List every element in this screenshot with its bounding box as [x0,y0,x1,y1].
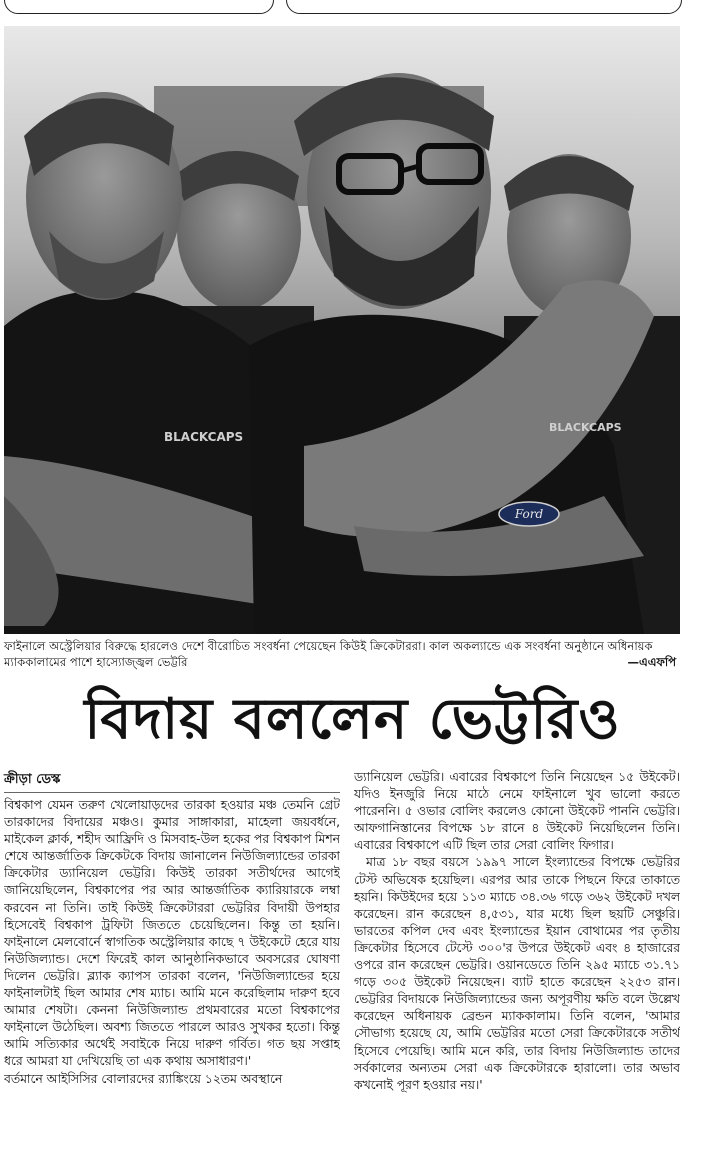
top-frame-right [286,0,682,14]
headline: বিদায় বললেন ভেট্টরিও [84,686,621,752]
sponsor-label: Ford [514,507,544,521]
paragraph: বিশ্বকাপ যেমন তরুণ খেলোয়াড়দের তারকা হওয়ার মঞ্চ তেমনি গ্রেট তারকাদের বিদায়ের মঞ্চও। কুমার সাঙ্গাকারা, মাহেলা জয়বর্ধনে, মাইকেল ক্লার্ক, শহীদ আফ্রিদি ও মিসবাহ-উল হকের পর বিশ্বকাপ মিশন শেষে আন্তর্জাতিক ক্রিকেটকে বিদায় জানালেন নিউজিল্যান্ডের তারকা ক্রিকেটার ড্যানিয়েল ভেট্টরি। কিউই তারকা সতীর্থদের আগেই জানিয়েছিলেন, বিশ্বকাপের পর আর আন্তর্জাতিক ক্যারিয়ারকে লম্বা করবেন না তিনি। তাই কিউই ক্রিকেটাররা ভেট্টরির বিদায়ী উপহার হিসেবেই বিশ্বকাপ ট্রফিটা জিততে চেয়েছিলেন। কিন্তু তা হয়নি। ফাইনালে মেলবোর্নে স্বাগতিক অস্ট্রেলিয়ার কাছে ৭ উইকেটে হেরে যায় নিউজিল্যান্ড। দেশে ফিরেই কাল আনুষ্ঠানিকভাবে অবসরের ঘোষণা দিলেন ভেট্টরি। ব্ল্যাক ক্যাপস তারকা বলেন, 'নিউজিল্যান্ডের হয়ে ফাইনালটাই ছিল আমার শেষ ম্যাচ। আমি মনে করেছিলাম দারুণ হবে আমার শেষটা। কেননা নিউজিল্যান্ড প্রথমবারের মতো বিশ্বকাপের ফাইনালে উঠেছিল। অবশ্য জিততে পারলে আরও সুখকর হতো। কিন্তু আমি সত্যিকার অর্থেই সবাইকে নিয়ে দারুণ গর্বিত। গত ছয় সপ্তাহ ধরে আমরা যা দেখিয়েছি তা এক কথায় অসাধারণ।' [4,798,340,1069]
team-photo [4,26,680,634]
top-frame-left [4,0,274,14]
jersey-logo-left: BLACKCAPS [164,430,244,444]
caption-text: ফাইনালে অস্ট্রেলিয়ার বিরুদ্ধে হারলেও দেশে বীরোচিত সংবর্ধনা পেয়েছেন কিউই ক্রিকেটাররা। কাল অকল্যান্ডে এক সংবর্ধনা অনুষ্ঠানে অধিনায়ক ম্যাককালামের পাশে হাস্যোজ্জ্বল ভেট্টরি [4,639,653,669]
photo-credit: —এএফপি [627,655,676,669]
photo-caption [4,638,680,670]
article-column-2 [354,769,680,1152]
paragraph: ড্যানিয়েল ভেট্টরি। এবারের বিশ্বকাপে তিনি নিয়েছেন ১৫ উইকেট। যদিও ইনজুরি নিয়ে মাঠে নেমে ফাইনালে খুব ভালো করতে পারেননি। ৫ ওভার বোলিং করলেও কোনো উইকেট পাননি ভেট্টরি। আফগানিস্তানের বিপক্ষে ১৮ রানে ৪ উইকেট নিয়েছিলেন তিনি। এবারের বিশ্বকাপে এটি ছিল তার সেরা বোলিং ফিগার। [354,770,680,853]
paragraph: মাত্র ১৮ বছর বয়সে ১৯৯৭ সালে ইংল্যান্ডের বিপক্ষে ভেট্টরির টেস্ট অভিষেক হয়েছিল। এরপর আর তাকে পিছনে ফিরে তাকাতে হয়নি। কিউইদের হয়ে ১১৩ ম্যাচে ৩৪.৩৬ গড়ে ৩৬২ উইকেট দখল করেছেন। রান করেছেন ৪,৫৩১, যার মধ্যে ছিল ছয়টি সেঞ্চুরি। ভারতের কপিল দেব এবং ইংল্যান্ডের ইয়ান বোথামের পর তৃতীয় ক্রিকেটার হিসেবে টেস্টে ৩০০'র উপরে উইকেট এবং ৪ হাজারের ওপরে রান করেছেন ভেট্টরি। ওয়ানডেতে তিনি ২৯৫ ম্যাচে ৩১.৭১ গড়ে ৩০৫ উইকেট নিয়েছেন। ব্যাট হাতে করেছেন ২২৫৩ রান। ভেট্টরির বিদায়কে নিউজিল্যান্ডের জন্য অপূরণীয় ক্ষতি বলে উল্লেখ করেছেন অধিনায়ক ব্রেন্ডন ম্যাককালাম। তিনি বলেন, 'আমার সৌভাগ্য হয়েছে যে, আমি ভেট্টরির মতো সেরা ক্রিকেটারকে সতীর্থ হিসেবে পেয়েছি। আমি মনে করি, তার বিদায় নিউজিল্যান্ড তাদের সর্বকালের অন্যতম সেরা এক ক্রিকেটারকে হারালো। তার অভাব কখনোই পূরণ হওয়ার নয়।' [354,855,680,1092]
article-column-1 [4,797,340,1152]
byline-rule [4,792,340,793]
byline-desk: ক্রীড়া ডেস্ক [4,770,60,793]
team-photo-image [4,26,680,634]
jersey-logo-right: BLACKCAPS [549,421,622,434]
paragraph: বর্তমানে আইসিসির বোলারদের র‍্যাঙ্কিংয়ে ১২তম অবস্থানে [4,1071,283,1086]
